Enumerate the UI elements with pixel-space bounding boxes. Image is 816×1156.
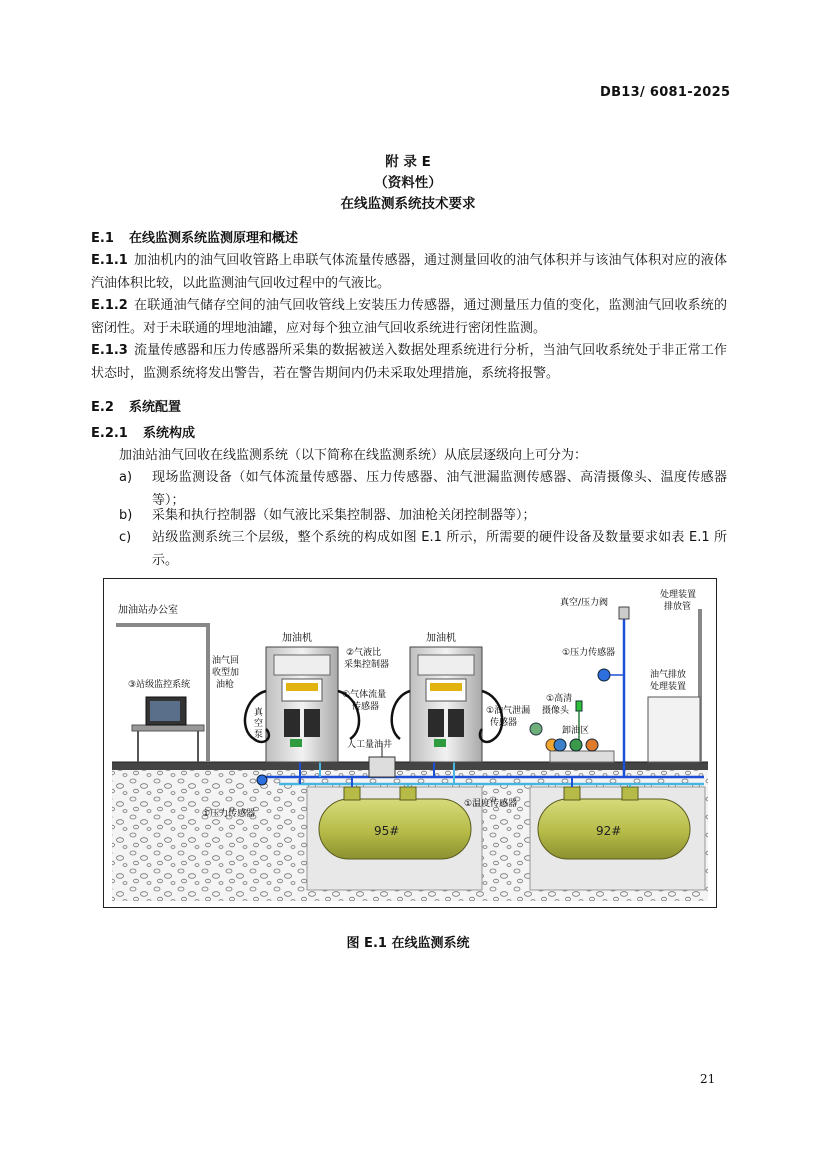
label-camera: 摄像头 — [542, 706, 570, 716]
label-nozzle: 油枪 — [216, 680, 235, 690]
label-dispenser-2: 加油机 — [426, 633, 456, 644]
label-unloading-area: 卸油区 — [562, 726, 590, 736]
label-manhole: 人工量油井 — [347, 740, 393, 750]
label-nozzle: 收型加 — [212, 668, 240, 678]
list-marker: a) — [119, 470, 133, 485]
label-vp-valve: 真空/压力阀 — [560, 598, 609, 608]
label-monitor: ③站级监控系统 — [128, 680, 191, 690]
label-tank-92: 92# — [596, 824, 622, 838]
section-title: 在线监测系统监测原理和概述 — [129, 231, 299, 246]
list-item — [119, 505, 727, 528]
section-number: E.2.1 — [91, 426, 128, 441]
ground-slab — [112, 762, 708, 770]
vacuum-pressure-valve — [619, 607, 629, 619]
manhole — [369, 757, 395, 777]
label-pressure-top: ①压力传感器 — [562, 648, 616, 658]
intro-paragraph: 加油站油气回收在线监测系统（以下简称在线监测系统）从底层逐级向上可分为： — [119, 448, 588, 463]
label-nozzle: 油气回 — [212, 656, 240, 666]
label-ratio-controller: 采集控制器 — [344, 660, 390, 670]
section-number: E.1 — [91, 231, 114, 246]
section-number: E.2 — [91, 400, 114, 415]
figure-online-monitoring-system — [103, 578, 717, 908]
clause-text: 加油机内的油气回收管路上串联气体流量传感器，通过测量回收的油气体积并与该油气体积对应的液体汽油体积比较，以此监测油气回收过程中的气液比。 — [91, 253, 727, 291]
clause-e113 — [91, 340, 727, 385]
label-dispenser-1: 加油机 — [282, 633, 312, 644]
clause-number: E.1.1 — [91, 253, 128, 268]
section-e21-heading — [91, 422, 195, 441]
label-pressure-left: ①压力传感器 — [202, 809, 256, 819]
label-leak-sensor: 传感器 — [490, 718, 518, 728]
label-temp-sensor: ①温度传感器 — [464, 799, 518, 809]
label-leak-sensor: ①油气泄漏 — [486, 706, 531, 716]
figure-caption: 图 E.1 在线监测系统 — [346, 936, 470, 951]
appendix-name: 在线监测系统技术要求 — [340, 196, 476, 212]
pressure-sensor-top — [598, 669, 610, 681]
clause-text: 流量传感器和压力传感器所采集的数据被送入数据处理系统进行分析，当油气回收系统处于非正常工作状态时，监测系统将发出警告，若在警告期间内仍未采取处理措施，系统将报警。 — [91, 343, 727, 381]
list-item — [119, 527, 727, 572]
pressure-sensor-left — [257, 775, 267, 785]
clause-e112 — [91, 295, 727, 340]
standard-number: DB13/ 6081-2025 — [600, 85, 731, 100]
appendix-title: 附 录 E — [385, 154, 431, 170]
label-camera: ①高清 — [546, 694, 573, 704]
office-frame — [116, 625, 208, 762]
section-title: 系统构成 — [143, 426, 196, 441]
label-vacuum-pump: 泵 — [254, 730, 264, 740]
label-tank-95: 95# — [374, 824, 400, 838]
clause-text: 在联通油气储存空间的油气回收管线上安装压力传感器，通过测量压力值的变化，监测油气回收系统的密闭性。对于未联通的埋地油罐，应对每个独立油气回收系统进行密闭性监测。 — [91, 298, 727, 336]
label-vent-pipe: 处理装置 — [660, 590, 697, 600]
list-marker: b) — [119, 508, 133, 523]
label-vacuum-pump: 真 — [254, 708, 264, 718]
section-e2-heading — [91, 396, 181, 415]
appendix-nature: （资料性） — [374, 175, 442, 191]
list-text: 采集和执行控制器（如气液比采集控制器、加油枪关闭控制器等）； — [152, 508, 536, 523]
vapor-treatment-unit — [648, 697, 700, 762]
label-treatment-unit: 油气排放 — [650, 670, 687, 680]
label-treatment-unit: 处理装置 — [650, 682, 687, 692]
list-marker: c) — [119, 530, 132, 545]
label-flow-sensor: 传感器 — [352, 702, 380, 712]
label-office: 加油站办公室 — [118, 605, 178, 616]
list-text: 现场监测设备（如气体流量传感器、压力传感器、油气泄漏监测传感器、高清摄像头、温度传感器等）； — [152, 470, 727, 508]
label-vacuum-pump: 空 — [254, 719, 264, 729]
label-vent-pipe: 排放管 — [664, 602, 692, 612]
section-title: 系统配置 — [129, 400, 182, 415]
label-ratio-controller: ②气液比 — [346, 648, 382, 658]
page-number: 21 — [700, 1072, 716, 1086]
system-diagram — [104, 579, 716, 907]
clause-number: E.1.3 — [91, 343, 128, 358]
clause-number: E.1.2 — [91, 298, 128, 313]
list-text: 站级监测系统三个层级，整个系统的构成如图 E.1 所示，所需要的硬件设备及数量要求如表 E.1 所示。 — [152, 530, 727, 568]
label-flow-sensor: ①气体流量 — [342, 690, 387, 700]
clause-e111 — [91, 250, 727, 295]
section-e1-heading — [91, 227, 298, 246]
